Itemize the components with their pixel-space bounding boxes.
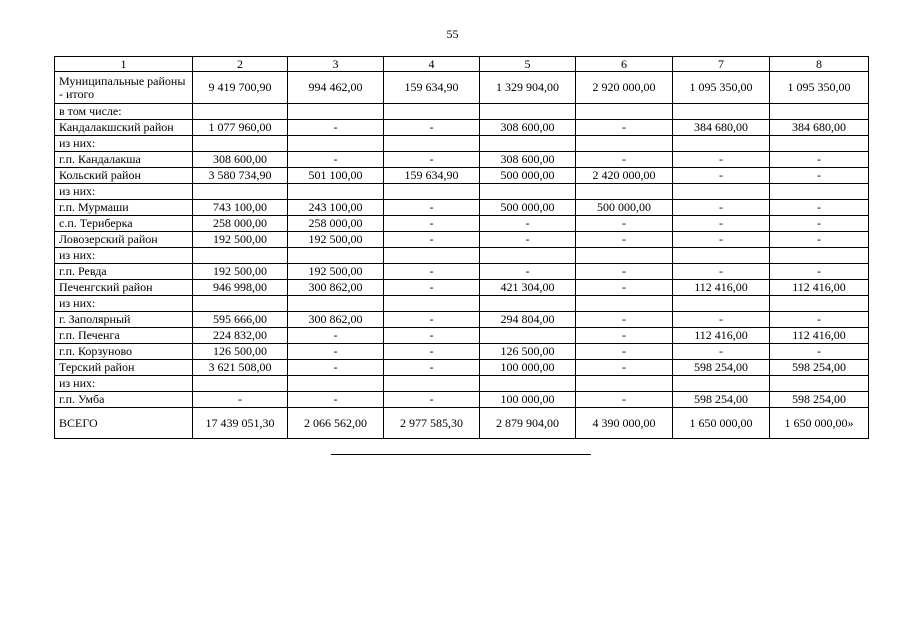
table-row: [55, 344, 869, 360]
value-cell: 3 621 508,00: [193, 360, 288, 376]
table-row: [55, 152, 869, 168]
value-cell: [673, 376, 770, 392]
row-label-cell: из них:: [55, 248, 193, 264]
value-cell: [673, 104, 770, 120]
table-row: [55, 328, 869, 344]
value-cell: 112 416,00: [673, 328, 770, 344]
value-cell: [770, 376, 869, 392]
value-cell: [480, 184, 576, 200]
value-cell: -: [576, 328, 673, 344]
table-row: [55, 360, 869, 376]
value-cell: -: [288, 392, 384, 408]
budget-table: [54, 56, 869, 439]
value-cell: -: [384, 216, 480, 232]
header-row: [55, 57, 869, 72]
value-cell: -: [384, 264, 480, 280]
value-cell: 100 000,00: [480, 392, 576, 408]
row-label-cell: г.п. Умба: [55, 392, 193, 408]
value-cell: [770, 136, 869, 152]
value-cell: [480, 104, 576, 120]
value-cell: -: [384, 328, 480, 344]
row-label-cell: г. Заполярный: [55, 312, 193, 328]
value-cell: -: [673, 168, 770, 184]
value-cell: [384, 296, 480, 312]
value-cell: 224 832,00: [193, 328, 288, 344]
value-cell: 2 879 904,00: [480, 408, 576, 439]
value-cell: [480, 136, 576, 152]
value-cell: [384, 104, 480, 120]
value-cell: [288, 184, 384, 200]
table-row: [55, 312, 869, 328]
value-cell: -: [770, 264, 869, 280]
value-cell: 126 500,00: [480, 344, 576, 360]
value-cell: 308 600,00: [480, 120, 576, 136]
value-cell: -: [384, 200, 480, 216]
header-cell: 5: [480, 57, 576, 72]
value-cell: [193, 248, 288, 264]
value-cell: -: [576, 264, 673, 280]
value-cell: [288, 248, 384, 264]
value-cell: -: [288, 344, 384, 360]
value-cell: [480, 376, 576, 392]
total-row: [55, 408, 869, 439]
section-label-row: [55, 248, 869, 264]
value-cell: 598 254,00: [770, 360, 869, 376]
header-cell: 4: [384, 57, 480, 72]
value-cell: 294 804,00: [480, 312, 576, 328]
value-cell: 258 000,00: [288, 216, 384, 232]
value-cell: 192 500,00: [193, 264, 288, 280]
section-label-row: [55, 184, 869, 200]
value-cell: 243 100,00: [288, 200, 384, 216]
value-cell: -: [770, 344, 869, 360]
section-label-row: [55, 104, 869, 120]
row-label-cell: в том числе:: [55, 104, 193, 120]
value-cell: 100 000,00: [480, 360, 576, 376]
value-cell: [193, 184, 288, 200]
header-cell: 7: [673, 57, 770, 72]
value-cell: [576, 104, 673, 120]
value-cell: -: [384, 232, 480, 248]
value-cell: [770, 104, 869, 120]
value-cell: 598 254,00: [673, 392, 770, 408]
value-cell: -: [673, 216, 770, 232]
value-cell: -: [288, 120, 384, 136]
value-cell: 1 329 904,00: [480, 72, 576, 104]
value-cell: 308 600,00: [193, 152, 288, 168]
header-cell: 6: [576, 57, 673, 72]
value-cell: [193, 296, 288, 312]
value-cell: 384 680,00: [673, 120, 770, 136]
value-cell: -: [770, 312, 869, 328]
row-label-cell: г.п. Корзуново: [55, 344, 193, 360]
value-cell: [288, 104, 384, 120]
value-cell: [288, 136, 384, 152]
row-label-cell: из них:: [55, 376, 193, 392]
value-cell: [576, 136, 673, 152]
value-cell: 500 000,00: [576, 200, 673, 216]
value-cell: [193, 104, 288, 120]
table-row: [55, 168, 869, 184]
value-cell: 300 862,00: [288, 312, 384, 328]
value-cell: [193, 376, 288, 392]
section-label-row: [55, 136, 869, 152]
value-cell: -: [673, 200, 770, 216]
value-cell: [673, 136, 770, 152]
value-cell: 9 419 700,90: [193, 72, 288, 104]
value-cell: [384, 136, 480, 152]
value-cell: 2 977 585,30: [384, 408, 480, 439]
value-cell: 4 390 000,00: [576, 408, 673, 439]
value-cell: -: [576, 216, 673, 232]
value-cell: 192 500,00: [193, 232, 288, 248]
value-cell: 994 462,00: [288, 72, 384, 104]
value-cell: [673, 248, 770, 264]
value-cell: 1 650 000,00»: [770, 408, 869, 439]
value-cell: -: [576, 344, 673, 360]
value-cell: -: [384, 344, 480, 360]
value-cell: [480, 328, 576, 344]
value-cell: -: [193, 392, 288, 408]
value-cell: 300 862,00: [288, 280, 384, 296]
value-cell: [384, 184, 480, 200]
header-cell: 2: [193, 57, 288, 72]
value-cell: -: [576, 312, 673, 328]
value-cell: 112 416,00: [770, 328, 869, 344]
table-body: [55, 72, 869, 439]
value-cell: 1 095 350,00: [770, 72, 869, 104]
value-cell: -: [673, 312, 770, 328]
header-cell: 8: [770, 57, 869, 72]
row-label-cell: из них:: [55, 136, 193, 152]
value-cell: [576, 184, 673, 200]
footer-divider: [331, 454, 591, 455]
value-cell: [770, 248, 869, 264]
section-label-row: [55, 296, 869, 312]
value-cell: 192 500,00: [288, 232, 384, 248]
value-cell: 1 095 350,00: [673, 72, 770, 104]
value-cell: 126 500,00: [193, 344, 288, 360]
value-cell: 598 254,00: [673, 360, 770, 376]
table-row: [55, 280, 869, 296]
value-cell: 595 666,00: [193, 312, 288, 328]
row-label-cell: Печенгский район: [55, 280, 193, 296]
value-cell: [576, 376, 673, 392]
header-cell: 1: [55, 57, 193, 72]
row-label-cell: Терский район: [55, 360, 193, 376]
table-row: [55, 232, 869, 248]
value-cell: -: [673, 344, 770, 360]
table-row: [55, 392, 869, 408]
value-cell: -: [673, 232, 770, 248]
table-row: [55, 72, 869, 104]
value-cell: -: [673, 264, 770, 280]
value-cell: -: [480, 264, 576, 280]
value-cell: 17 439 051,30: [193, 408, 288, 439]
value-cell: [384, 376, 480, 392]
value-cell: [673, 184, 770, 200]
value-cell: -: [770, 168, 869, 184]
value-cell: 3 580 734,90: [193, 168, 288, 184]
value-cell: 384 680,00: [770, 120, 869, 136]
page-number: 55: [446, 27, 459, 41]
value-cell: 308 600,00: [480, 152, 576, 168]
row-label-cell: с.п. Териберка: [55, 216, 193, 232]
value-cell: 598 254,00: [770, 392, 869, 408]
value-cell: 501 100,00: [288, 168, 384, 184]
value-cell: -: [384, 152, 480, 168]
value-cell: -: [576, 232, 673, 248]
value-cell: -: [576, 360, 673, 376]
value-cell: -: [770, 152, 869, 168]
value-cell: 2 920 000,00: [576, 72, 673, 104]
row-label-cell: из них:: [55, 296, 193, 312]
header-cell: 3: [288, 57, 384, 72]
value-cell: [193, 136, 288, 152]
row-label-cell: Муниципальные районы - итого: [55, 72, 193, 104]
table-row: [55, 200, 869, 216]
value-cell: [480, 248, 576, 264]
row-label-cell: г.п. Кандалакша: [55, 152, 193, 168]
value-cell: 500 000,00: [480, 200, 576, 216]
value-cell: -: [480, 216, 576, 232]
value-cell: [480, 296, 576, 312]
value-cell: -: [576, 120, 673, 136]
value-cell: -: [673, 152, 770, 168]
value-cell: [770, 184, 869, 200]
value-cell: -: [384, 360, 480, 376]
value-cell: 2 066 562,00: [288, 408, 384, 439]
value-cell: 946 998,00: [193, 280, 288, 296]
value-cell: 159 634,90: [384, 72, 480, 104]
value-cell: -: [288, 328, 384, 344]
value-cell: 2 420 000,00: [576, 168, 673, 184]
value-cell: -: [384, 120, 480, 136]
row-label-cell: г.п. Печенга: [55, 328, 193, 344]
row-label-cell: Ловозерский район: [55, 232, 193, 248]
value-cell: -: [770, 232, 869, 248]
value-cell: -: [576, 280, 673, 296]
value-cell: 500 000,00: [480, 168, 576, 184]
value-cell: -: [480, 232, 576, 248]
value-cell: 112 416,00: [770, 280, 869, 296]
value-cell: -: [288, 360, 384, 376]
section-label-row: [55, 376, 869, 392]
value-cell: [673, 296, 770, 312]
value-cell: 159 634,90: [384, 168, 480, 184]
value-cell: -: [384, 280, 480, 296]
value-cell: -: [384, 312, 480, 328]
value-cell: 258 000,00: [193, 216, 288, 232]
value-cell: -: [384, 392, 480, 408]
value-cell: [384, 248, 480, 264]
value-cell: [576, 296, 673, 312]
table-row: [55, 120, 869, 136]
value-cell: 743 100,00: [193, 200, 288, 216]
value-cell: 1 077 960,00: [193, 120, 288, 136]
value-cell: -: [770, 200, 869, 216]
value-cell: 1 650 000,00: [673, 408, 770, 439]
value-cell: [576, 248, 673, 264]
table-row: [55, 216, 869, 232]
row-label-cell: г.п. Мурмаши: [55, 200, 193, 216]
value-cell: 112 416,00: [673, 280, 770, 296]
value-cell: [288, 376, 384, 392]
value-cell: -: [288, 152, 384, 168]
value-cell: 421 304,00: [480, 280, 576, 296]
row-label-cell: г.п. Ревда: [55, 264, 193, 280]
row-label-cell: ВСЕГО: [55, 408, 193, 439]
value-cell: -: [770, 216, 869, 232]
value-cell: 192 500,00: [288, 264, 384, 280]
row-label-cell: Кольский район: [55, 168, 193, 184]
value-cell: [770, 296, 869, 312]
row-label-cell: из них:: [55, 184, 193, 200]
row-label-cell: Кандалакшский район: [55, 120, 193, 136]
table-row: [55, 264, 869, 280]
value-cell: [288, 296, 384, 312]
value-cell: -: [576, 152, 673, 168]
value-cell: -: [576, 392, 673, 408]
